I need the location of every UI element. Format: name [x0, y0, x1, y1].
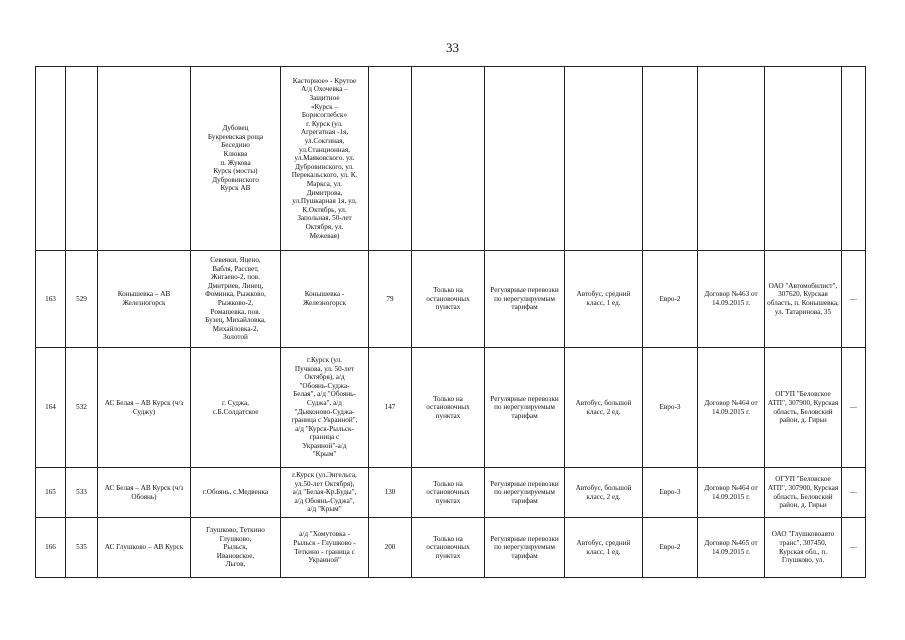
stop-line: г.Обоянь, с.Медвенка	[202, 488, 269, 497]
table-row	[36, 518, 866, 578]
boarding-cell	[412, 67, 485, 251]
route-path-line: г. Курск (ул.	[306, 119, 343, 128]
transport-type-cell: Регулярные перевозки по нерегулируемым тарифам	[485, 251, 565, 348]
route-name-cell: Конышевка – АВ Железногорск	[98, 251, 191, 348]
route-path-line: а/д Обоянь-Суджа",	[294, 496, 355, 505]
route-path-line: а/д "Курск-Рыльск-	[295, 424, 354, 433]
stop-line: Глушково,	[219, 534, 252, 543]
path-cell	[281, 518, 369, 578]
stops-cell	[191, 348, 281, 468]
route-name-cell: АС Белая – АВ Курск (ч/з Суджу)	[98, 348, 191, 468]
vehicle-cell: Автобус, средний класс, 1 ед.	[565, 518, 643, 578]
route-path-line: ул.Станционная,	[299, 145, 350, 154]
route-path-line: граница с	[309, 433, 340, 442]
vehicle-cell	[565, 67, 643, 251]
route-path-line: Димитрова,	[306, 188, 343, 197]
route-path-line: Маркса, ул.	[306, 179, 343, 188]
contract-cell: Договор №463 от 14.09.2015 г.	[698, 251, 765, 348]
contract-cell: Договор №464 от 14.09.2015 г.	[698, 468, 765, 518]
row-number-cell	[36, 67, 66, 251]
route-path-line: Белая", а/д "Обоянь-	[293, 390, 356, 399]
route-name-cell: АС Белая – АВ Курск (ч/з Обоянь)	[98, 468, 191, 518]
contract-cell: Договор №464 от 14.09.2015 г.	[698, 348, 765, 468]
stop-line: Льгов,	[225, 560, 246, 569]
vehicle-cell: Автобус, большой класс, 2 ед.	[565, 468, 643, 518]
route-path-line: Защитное	[309, 94, 340, 103]
note-cell: —	[842, 348, 866, 468]
stops-cell	[191, 67, 281, 251]
route-path-line: ул.Сокгиная,	[304, 137, 345, 146]
length-cell: 130	[369, 468, 412, 518]
stop-line: Севенки, Яцено,	[210, 256, 261, 265]
path-cell	[281, 468, 369, 518]
stop-line: Михайловка-2,	[212, 324, 259, 333]
eco-class-cell: Евро-2	[643, 518, 698, 578]
boarding-cell: Только на остановочных пунктах	[412, 251, 485, 348]
route-path-line: а/д "Крым"	[307, 505, 342, 514]
carrier-cell: ОАО "Автомобилист", 307620, Курская область, п. Конышевка, ул. Татаринова, 35	[765, 251, 842, 348]
route-number-cell	[66, 67, 98, 251]
eco-class-cell	[643, 67, 698, 251]
route-path-line: ул.50-лет Октября),	[294, 479, 355, 488]
stops-cell	[191, 468, 281, 518]
stop-line: Жигаево-2, пов.	[211, 273, 260, 282]
note-cell: —	[842, 251, 866, 348]
stop-line: Глушково, Теткино	[206, 526, 265, 535]
stop-line: Клюква	[223, 149, 248, 158]
stop-line: Фоминка, Рыжково,	[205, 290, 266, 299]
stop-line: с.Б.Солдатское	[212, 407, 259, 416]
route-path-line: Теткино - граница с	[294, 547, 355, 556]
route-path-line: "Обоянь-Суджа-	[299, 381, 350, 390]
note-cell: —	[842, 518, 866, 578]
route-path-line: Украиной"-а/д	[302, 441, 347, 450]
eco-class-cell: Евро-3	[643, 348, 698, 468]
route-path-line: Межевая)	[309, 231, 340, 240]
route-path-line: «Курск –	[310, 102, 339, 111]
route-number-cell: 535	[66, 518, 98, 578]
route-path-line: Дубровинского, ул.	[295, 162, 354, 171]
route-path-line: Конышевка -	[304, 290, 345, 299]
route-path-line: а/д "Хомутовка -	[299, 530, 350, 539]
stop-line: Вабля, Рассвет,	[212, 264, 259, 273]
stop-line: г. Суджа,	[221, 398, 250, 407]
stop-line: Бузец, Михайловка,	[205, 316, 266, 325]
route-path-line: ул.Маяковского. ул.	[294, 154, 355, 163]
route-path-line: Железногорск	[302, 299, 347, 307]
route-path-line: г.Курск (ул.	[307, 355, 342, 364]
table-row	[36, 251, 866, 348]
stop-line: Золотой	[223, 333, 248, 342]
length-cell: 79	[369, 251, 412, 348]
route-path-line: Касторное» - Крутое	[292, 76, 357, 85]
stop-line: Ромашевка, пов.	[210, 307, 261, 316]
row-number-cell: 165	[36, 468, 66, 518]
table-row	[36, 348, 866, 468]
stop-line: Курск АВ	[220, 184, 251, 193]
route-number-cell: 529	[66, 251, 98, 348]
table-row-continuation	[36, 67, 866, 251]
route-path-line: Борисоглебск»	[301, 111, 348, 120]
stop-line: Дмитриев, Линец,	[207, 281, 264, 290]
row-number-cell: 163	[36, 251, 66, 348]
carrier-cell: ОГУП "Беловское АТП", 307900, Курская область, Беловский район, д. Гирьи	[765, 348, 842, 468]
route-path-line: Пучкова, ул. 50-лет	[294, 364, 355, 373]
route-path-line: Суджа", а/д	[307, 398, 342, 407]
route-path-line: г.Курск (ул.Энгельса,	[292, 471, 357, 480]
carrier-cell: ОГУП "Беловское АТП", 307900, Курская область, Беловский район, д. Гирьи	[765, 468, 842, 518]
length-cell: 147	[369, 348, 412, 468]
transport-type-cell: Регулярные перевозки по нерегулируемым тарифам	[485, 468, 565, 518]
stop-line: Дубровинского	[212, 175, 259, 184]
route-path-line: Украиной"	[308, 556, 341, 565]
eco-class-cell: Евро-3	[643, 468, 698, 518]
route-path-line: К.Октябрь, ул.	[302, 205, 347, 214]
stop-line: Букреевская роща	[207, 132, 264, 141]
vehicle-cell: Автобус, большой класс, 2 ед.	[565, 348, 643, 468]
stops-cell	[191, 518, 281, 578]
length-cell	[369, 67, 412, 251]
carrier-cell	[765, 67, 842, 251]
route-path-line: "Крым"	[312, 450, 337, 459]
route-path-line: А/д Охочевка –	[301, 85, 348, 94]
length-cell: 200	[369, 518, 412, 578]
note-cell: —	[842, 468, 866, 518]
carrier-cell: ОАО "Глушковоавто транс", 307450, Курская обл., п. Глушково, ул.	[765, 518, 842, 578]
route-path-line: Перекальского, ул. К.	[291, 171, 358, 180]
route-path-line: ул.Пушкарная 1я, ул,	[292, 197, 357, 206]
path-cell	[281, 348, 369, 468]
stop-line: Ивановское,	[216, 551, 255, 560]
route-name-cell: АС Глушково – АВ Курск	[98, 518, 191, 578]
route-path-line: Октября, ул.	[305, 222, 344, 231]
contract-cell	[698, 67, 765, 251]
transport-type-cell: Регулярные перевозки по нерегулируемым тарифам	[485, 348, 565, 468]
boarding-cell: Только на остановочных пунктах	[412, 348, 485, 468]
stops-cell	[191, 251, 281, 348]
path-cell	[281, 67, 369, 251]
route-path-line: "Дьяконово-Суджа-	[294, 407, 355, 416]
transport-type-cell	[485, 67, 565, 251]
table-row	[36, 468, 866, 518]
path-cell	[281, 251, 369, 348]
stop-line: Дубовец	[222, 124, 249, 133]
stop-line: Рыльск,	[223, 543, 248, 552]
stop-line: п. Жукова	[220, 158, 251, 167]
boarding-cell: Только на остановочных пунктах	[412, 518, 485, 578]
boarding-cell: Только на остановочных пунктах	[412, 468, 485, 518]
route-path-line: Запольная, 50-лет	[297, 214, 352, 223]
route-path-line: Рыльск - Глушково -	[293, 538, 356, 547]
page-number: 33	[446, 40, 459, 55]
stop-line: Курск (мосты)	[213, 167, 258, 176]
note-cell	[842, 67, 866, 251]
route-path-line: а/д "Белая-Кр.Буды",	[292, 488, 357, 497]
route-path-line: граница с Украиной",	[291, 416, 358, 425]
route-number-cell: 533	[66, 468, 98, 518]
stop-line: Рыжково-2,	[217, 299, 254, 307]
transport-type-cell: Регулярные перевозки по нерегулируемым тарифам	[485, 518, 565, 578]
vehicle-cell: Автобус, средний класс, 1 ед.	[565, 251, 643, 348]
contract-cell: Договор №465 от 14.09.2015 г.	[698, 518, 765, 578]
route-number-cell: 532	[66, 348, 98, 468]
stop-line: Беседино	[221, 141, 250, 150]
eco-class-cell: Евро-2	[643, 251, 698, 348]
route-path-line: Агрегатная -1я,	[300, 128, 349, 137]
route-name-cell	[98, 67, 191, 251]
row-number-cell: 164	[36, 348, 66, 468]
routes-table	[35, 66, 866, 578]
row-number-cell: 166	[36, 518, 66, 578]
route-path-line: Октября), а/д	[304, 373, 345, 382]
